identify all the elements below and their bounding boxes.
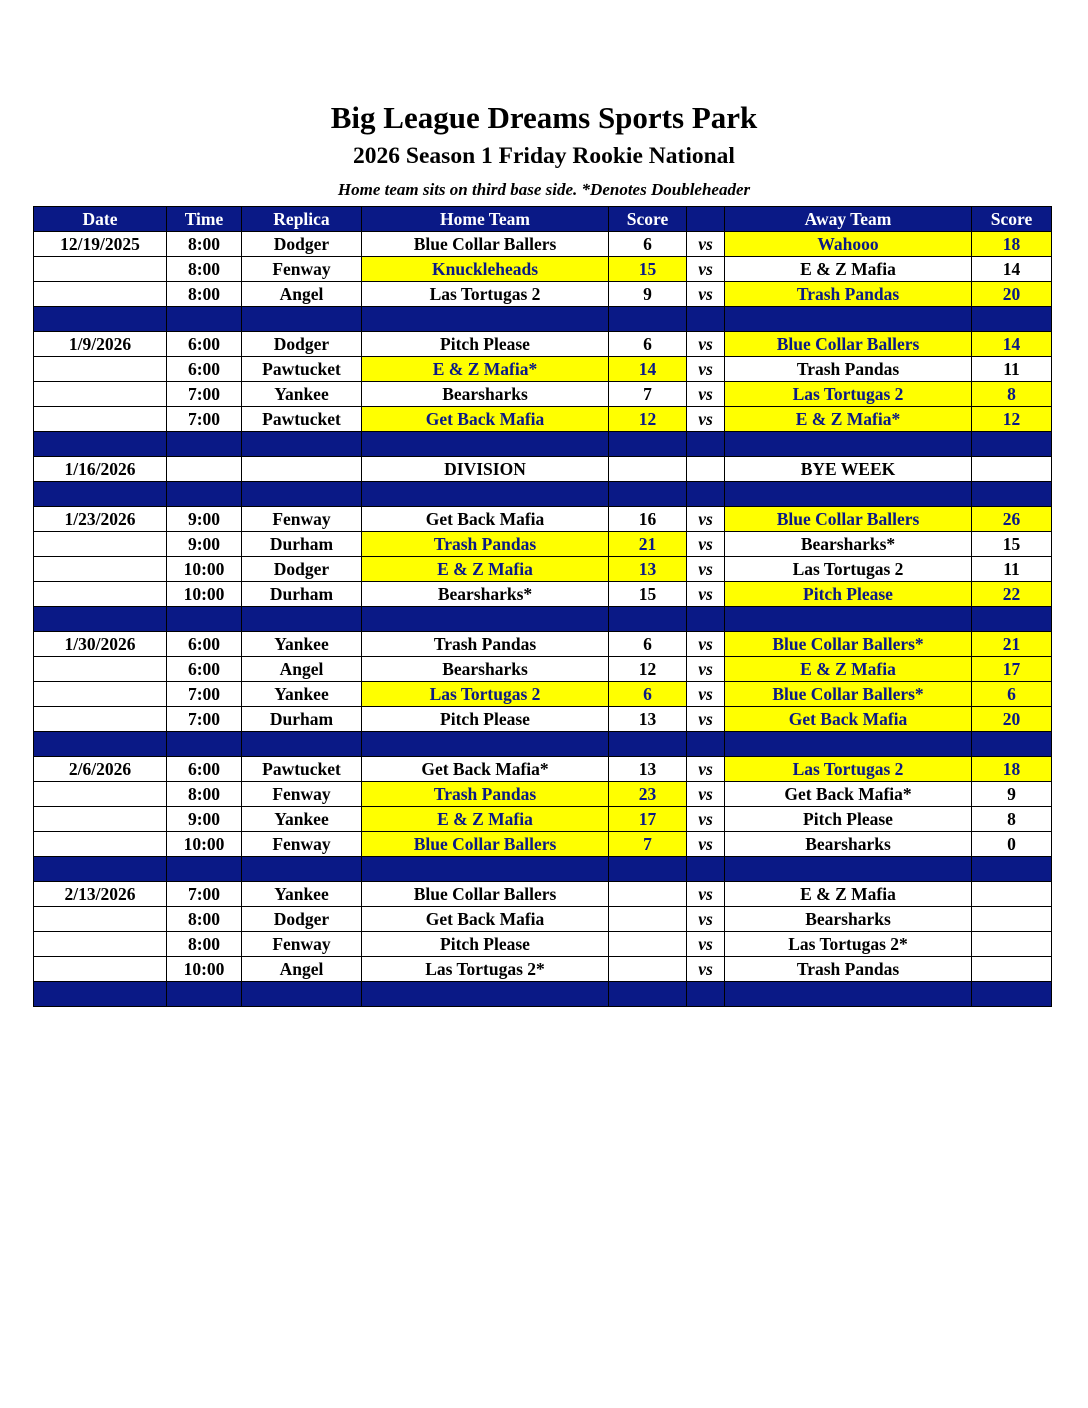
home-team-cell: Pitch Please xyxy=(362,332,609,357)
replica-cell: Pawtucket xyxy=(242,407,362,432)
away-score-cell: 8 xyxy=(972,382,1052,407)
replica-cell: Durham xyxy=(242,582,362,607)
vs-cell: vs xyxy=(687,582,725,607)
date-cell xyxy=(34,807,167,832)
replica-cell: Yankee xyxy=(242,807,362,832)
home-team-cell: Trash Pandas xyxy=(362,782,609,807)
time-cell: 7:00 xyxy=(167,382,242,407)
time-cell: 6:00 xyxy=(167,657,242,682)
separator-cell xyxy=(972,982,1052,1007)
away-team-cell: Las Tortugas 2 xyxy=(725,557,972,582)
time-cell: 7:00 xyxy=(167,407,242,432)
separator-cell xyxy=(362,982,609,1007)
replica-cell: Durham xyxy=(242,707,362,732)
home-team-cell: Las Tortugas 2 xyxy=(362,682,609,707)
away-team-cell: Blue Collar Ballers xyxy=(725,332,972,357)
replica-cell xyxy=(242,457,362,482)
time-cell: 10:00 xyxy=(167,557,242,582)
separator-cell xyxy=(609,982,687,1007)
separator-cell xyxy=(687,982,725,1007)
game-row xyxy=(34,382,1052,407)
date-cell xyxy=(34,657,167,682)
away-team-cell: Get Back Mafia* xyxy=(725,782,972,807)
separator-row xyxy=(34,857,1052,882)
replica-cell: Angel xyxy=(242,282,362,307)
home-score-cell: 7 xyxy=(609,382,687,407)
game-row xyxy=(34,232,1052,257)
separator-row xyxy=(34,482,1052,507)
vs-cell: vs xyxy=(687,407,725,432)
replica-cell: Yankee xyxy=(242,682,362,707)
separator-cell xyxy=(609,307,687,332)
separator-cell xyxy=(362,732,609,757)
schedule-body xyxy=(34,232,1052,1007)
home-score-cell: 9 xyxy=(609,282,687,307)
time-cell: 8:00 xyxy=(167,257,242,282)
separator-cell xyxy=(972,307,1052,332)
home-score-cell: 13 xyxy=(609,757,687,782)
away-team-cell: Las Tortugas 2* xyxy=(725,932,972,957)
away-team-cell: E & Z Mafia xyxy=(725,882,972,907)
replica-cell: Pawtucket xyxy=(242,757,362,782)
time-cell: 6:00 xyxy=(167,357,242,382)
separator-cell xyxy=(725,982,972,1007)
away-score-cell: 0 xyxy=(972,832,1052,857)
home-score-cell: 12 xyxy=(609,407,687,432)
away-team-cell: Wahooo xyxy=(725,232,972,257)
game-row xyxy=(34,257,1052,282)
game-row xyxy=(34,707,1052,732)
away-score-cell: 26 xyxy=(972,507,1052,532)
col-header-home-score: Score xyxy=(609,207,687,232)
separator-cell xyxy=(362,482,609,507)
separator-cell xyxy=(34,482,167,507)
vs-cell: vs xyxy=(687,357,725,382)
separator-cell xyxy=(34,857,167,882)
separator-cell xyxy=(725,732,972,757)
separator-cell xyxy=(609,482,687,507)
schedule-note: Home team sits on third base side. *Denotes Doubleheader xyxy=(337,180,751,199)
home-score-cell xyxy=(609,882,687,907)
header-row xyxy=(34,207,1052,232)
away-team-cell: E & Z Mafia xyxy=(725,657,972,682)
game-row xyxy=(34,557,1052,582)
replica-cell: Durham xyxy=(242,532,362,557)
date-cell: 1/9/2026 xyxy=(34,332,167,357)
game-row xyxy=(34,882,1052,907)
time-cell: 6:00 xyxy=(167,332,242,357)
separator-cell xyxy=(167,982,242,1007)
vs-cell: vs xyxy=(687,532,725,557)
bye-home-cell: DIVISION xyxy=(362,457,609,482)
game-row xyxy=(34,357,1052,382)
away-team-cell: E & Z Mafia xyxy=(725,257,972,282)
home-score-cell xyxy=(609,457,687,482)
game-row xyxy=(34,282,1052,307)
home-team-cell: Pitch Please xyxy=(362,932,609,957)
date-cell xyxy=(34,382,167,407)
bye-row xyxy=(34,457,1052,482)
home-score-cell: 21 xyxy=(609,532,687,557)
date-cell: 12/19/2025 xyxy=(34,232,167,257)
date-cell xyxy=(34,907,167,932)
time-cell: 8:00 xyxy=(167,932,242,957)
time-cell: 10:00 xyxy=(167,957,242,982)
time-cell xyxy=(167,457,242,482)
home-score-cell xyxy=(609,907,687,932)
vs-cell: vs xyxy=(687,707,725,732)
date-cell xyxy=(34,407,167,432)
separator-cell xyxy=(687,857,725,882)
replica-cell: Fenway xyxy=(242,507,362,532)
home-score-cell: 16 xyxy=(609,507,687,532)
separator-cell xyxy=(167,432,242,457)
vs-cell: vs xyxy=(687,382,725,407)
home-score-cell xyxy=(609,957,687,982)
separator-row xyxy=(34,307,1052,332)
away-team-cell: Bearsharks* xyxy=(725,532,972,557)
home-team-cell: Trash Pandas xyxy=(362,632,609,657)
vs-cell: vs xyxy=(687,632,725,657)
separator-cell xyxy=(167,857,242,882)
home-team-cell: Blue Collar Ballers xyxy=(362,832,609,857)
away-score-cell: 9 xyxy=(972,782,1052,807)
home-score-cell: 6 xyxy=(609,682,687,707)
replica-cell: Angel xyxy=(242,957,362,982)
vs-cell: vs xyxy=(687,757,725,782)
away-team-cell: Bearsharks xyxy=(725,907,972,932)
game-row xyxy=(34,907,1052,932)
game-row xyxy=(34,407,1052,432)
separator-cell xyxy=(242,432,362,457)
date-cell: 1/23/2026 xyxy=(34,507,167,532)
away-score-cell: 15 xyxy=(972,532,1052,557)
separator-cell xyxy=(687,307,725,332)
away-team-cell: E & Z Mafia* xyxy=(725,407,972,432)
separator-cell xyxy=(687,607,725,632)
separator-cell xyxy=(242,482,362,507)
away-team-cell: Trash Pandas xyxy=(725,957,972,982)
separator-cell xyxy=(725,607,972,632)
separator-cell xyxy=(687,732,725,757)
date-cell xyxy=(34,832,167,857)
schedule-table xyxy=(33,206,1052,1007)
separator-cell xyxy=(972,482,1052,507)
game-row xyxy=(34,832,1052,857)
away-team-cell: Trash Pandas xyxy=(725,282,972,307)
time-cell: 10:00 xyxy=(167,582,242,607)
separator-cell xyxy=(34,982,167,1007)
replica-cell: Dodger xyxy=(242,332,362,357)
separator-cell xyxy=(362,857,609,882)
date-cell xyxy=(34,282,167,307)
separator-cell xyxy=(725,307,972,332)
home-score-cell: 6 xyxy=(609,232,687,257)
time-cell: 9:00 xyxy=(167,507,242,532)
game-row xyxy=(34,757,1052,782)
time-cell: 6:00 xyxy=(167,632,242,657)
home-team-cell: E & Z Mafia* xyxy=(362,357,609,382)
separator-cell xyxy=(34,607,167,632)
home-team-cell: Get Back Mafia xyxy=(362,407,609,432)
separator-row xyxy=(34,982,1052,1007)
date-cell: 2/6/2026 xyxy=(34,757,167,782)
replica-cell: Dodger xyxy=(242,232,362,257)
separator-cell xyxy=(362,432,609,457)
away-score-cell xyxy=(972,882,1052,907)
time-cell: 6:00 xyxy=(167,757,242,782)
home-score-cell: 14 xyxy=(609,357,687,382)
time-cell: 9:00 xyxy=(167,532,242,557)
separator-cell xyxy=(972,607,1052,632)
separator-cell xyxy=(34,432,167,457)
game-row xyxy=(34,632,1052,657)
vs-cell: vs xyxy=(687,657,725,682)
col-header-away-score: Score xyxy=(972,207,1052,232)
time-cell: 9:00 xyxy=(167,807,242,832)
away-team-cell: Las Tortugas 2 xyxy=(725,757,972,782)
home-team-cell: E & Z Mafia xyxy=(362,557,609,582)
separator-cell xyxy=(725,857,972,882)
separator-cell xyxy=(609,432,687,457)
page-subtitle: 2026 Season 1 Friday Rookie National xyxy=(353,143,735,169)
home-team-cell: Get Back Mafia xyxy=(362,907,609,932)
col-header-vs xyxy=(687,207,725,232)
away-team-cell: Las Tortugas 2 xyxy=(725,382,972,407)
home-team-cell: Blue Collar Ballers xyxy=(362,882,609,907)
bye-away-cell: BYE WEEK xyxy=(725,457,972,482)
separator-cell xyxy=(242,857,362,882)
away-score-cell xyxy=(972,907,1052,932)
replica-cell: Dodger xyxy=(242,907,362,932)
away-team-cell: Pitch Please xyxy=(725,582,972,607)
separator-cell xyxy=(609,857,687,882)
separator-cell xyxy=(687,432,725,457)
date-cell xyxy=(34,357,167,382)
separator-cell xyxy=(972,432,1052,457)
away-score-cell: 11 xyxy=(972,557,1052,582)
replica-cell: Fenway xyxy=(242,257,362,282)
game-row xyxy=(34,807,1052,832)
separator-cell xyxy=(972,857,1052,882)
separator-cell xyxy=(242,982,362,1007)
separator-cell xyxy=(687,482,725,507)
away-score-cell: 8 xyxy=(972,807,1052,832)
time-cell: 7:00 xyxy=(167,707,242,732)
vs-cell: vs xyxy=(687,782,725,807)
time-cell: 7:00 xyxy=(167,882,242,907)
home-team-cell: Trash Pandas xyxy=(362,532,609,557)
date-cell: 1/16/2026 xyxy=(34,457,167,482)
date-cell xyxy=(34,957,167,982)
away-team-cell: Get Back Mafia xyxy=(725,707,972,732)
home-score-cell: 15 xyxy=(609,257,687,282)
date-cell xyxy=(34,707,167,732)
home-score-cell: 6 xyxy=(609,332,687,357)
away-team-cell: Blue Collar Ballers xyxy=(725,507,972,532)
home-score-cell: 6 xyxy=(609,632,687,657)
col-header-replica: Replica xyxy=(242,207,362,232)
separator-cell xyxy=(362,307,609,332)
away-score-cell xyxy=(972,457,1052,482)
page-title: Big League Dreams Sports Park xyxy=(330,100,758,135)
home-team-cell: Get Back Mafia xyxy=(362,507,609,532)
separator-cell xyxy=(972,732,1052,757)
away-score-cell: 20 xyxy=(972,282,1052,307)
date-cell xyxy=(34,557,167,582)
time-cell: 8:00 xyxy=(167,782,242,807)
replica-cell: Fenway xyxy=(242,932,362,957)
vs-cell: vs xyxy=(687,882,725,907)
col-header-time: Time xyxy=(167,207,242,232)
separator-cell xyxy=(34,732,167,757)
replica-cell: Dodger xyxy=(242,557,362,582)
separator-cell xyxy=(725,432,972,457)
game-row xyxy=(34,332,1052,357)
vs-cell: vs xyxy=(687,807,725,832)
home-score-cell: 17 xyxy=(609,807,687,832)
away-score-cell: 22 xyxy=(972,582,1052,607)
date-cell xyxy=(34,257,167,282)
date-cell xyxy=(34,532,167,557)
time-cell: 8:00 xyxy=(167,907,242,932)
away-score-cell: 14 xyxy=(972,332,1052,357)
away-team-cell: Pitch Please xyxy=(725,807,972,832)
game-row xyxy=(34,682,1052,707)
home-score-cell: 23 xyxy=(609,782,687,807)
away-score-cell xyxy=(972,932,1052,957)
away-score-cell: 21 xyxy=(972,632,1052,657)
separator-row xyxy=(34,432,1052,457)
away-score-cell: 20 xyxy=(972,707,1052,732)
date-cell xyxy=(34,782,167,807)
home-team-cell: Las Tortugas 2 xyxy=(362,282,609,307)
vs-cell: vs xyxy=(687,557,725,582)
game-row xyxy=(34,782,1052,807)
date-cell: 1/30/2026 xyxy=(34,632,167,657)
replica-cell: Yankee xyxy=(242,882,362,907)
separator-row xyxy=(34,607,1052,632)
time-cell: 8:00 xyxy=(167,232,242,257)
home-score-cell: 13 xyxy=(609,707,687,732)
date-cell: 2/13/2026 xyxy=(34,882,167,907)
home-team-cell: Blue Collar Ballers xyxy=(362,232,609,257)
game-row xyxy=(34,507,1052,532)
home-score-cell: 7 xyxy=(609,832,687,857)
home-team-cell: Knuckleheads xyxy=(362,257,609,282)
separator-cell xyxy=(167,482,242,507)
home-score-cell: 13 xyxy=(609,557,687,582)
replica-cell: Yankee xyxy=(242,382,362,407)
col-header-away-team: Away Team xyxy=(725,207,972,232)
separator-cell xyxy=(242,607,362,632)
date-cell xyxy=(34,932,167,957)
separator-cell xyxy=(242,307,362,332)
away-team-cell: Blue Collar Ballers* xyxy=(725,632,972,657)
away-score-cell: 14 xyxy=(972,257,1052,282)
time-cell: 8:00 xyxy=(167,282,242,307)
col-header-home-team: Home Team xyxy=(362,207,609,232)
vs-cell: vs xyxy=(687,832,725,857)
home-team-cell: Get Back Mafia* xyxy=(362,757,609,782)
home-team-cell: E & Z Mafia xyxy=(362,807,609,832)
home-score-cell: 12 xyxy=(609,657,687,682)
game-row xyxy=(34,957,1052,982)
vs-cell: vs xyxy=(687,232,725,257)
vs-cell: vs xyxy=(687,507,725,532)
col-header-date: Date xyxy=(34,207,167,232)
away-team-cell: Bearsharks xyxy=(725,832,972,857)
replica-cell: Fenway xyxy=(242,782,362,807)
game-row xyxy=(34,532,1052,557)
away-score-cell: 12 xyxy=(972,407,1052,432)
vs-cell: vs xyxy=(687,932,725,957)
vs-cell: vs xyxy=(687,257,725,282)
separator-cell xyxy=(242,732,362,757)
away-score-cell: 18 xyxy=(972,232,1052,257)
vs-cell xyxy=(687,457,725,482)
replica-cell: Angel xyxy=(242,657,362,682)
date-cell xyxy=(34,682,167,707)
vs-cell: vs xyxy=(687,332,725,357)
away-score-cell: 6 xyxy=(972,682,1052,707)
game-row xyxy=(34,932,1052,957)
away-score-cell: 18 xyxy=(972,757,1052,782)
home-team-cell: Bearsharks xyxy=(362,382,609,407)
date-cell xyxy=(34,582,167,607)
away-team-cell: Blue Collar Ballers* xyxy=(725,682,972,707)
replica-cell: Yankee xyxy=(242,632,362,657)
home-score-cell xyxy=(609,932,687,957)
replica-cell: Fenway xyxy=(242,832,362,857)
time-cell: 7:00 xyxy=(167,682,242,707)
time-cell: 10:00 xyxy=(167,832,242,857)
vs-cell: vs xyxy=(687,282,725,307)
separator-row xyxy=(34,732,1052,757)
away-score-cell: 11 xyxy=(972,357,1052,382)
away-score-cell: 17 xyxy=(972,657,1052,682)
separator-cell xyxy=(167,607,242,632)
home-team-cell: Bearsharks* xyxy=(362,582,609,607)
separator-cell xyxy=(725,482,972,507)
home-score-cell: 15 xyxy=(609,582,687,607)
vs-cell: vs xyxy=(687,957,725,982)
separator-cell xyxy=(167,732,242,757)
separator-cell xyxy=(167,307,242,332)
vs-cell: vs xyxy=(687,682,725,707)
replica-cell: Pawtucket xyxy=(242,357,362,382)
vs-cell: vs xyxy=(687,907,725,932)
separator-cell xyxy=(609,607,687,632)
away-score-cell xyxy=(972,957,1052,982)
home-team-cell: Pitch Please xyxy=(362,707,609,732)
away-team-cell: Trash Pandas xyxy=(725,357,972,382)
separator-cell xyxy=(609,732,687,757)
home-team-cell: Las Tortugas 2* xyxy=(362,957,609,982)
separator-cell xyxy=(362,607,609,632)
home-team-cell: Bearsharks xyxy=(362,657,609,682)
separator-cell xyxy=(34,307,167,332)
game-row xyxy=(34,582,1052,607)
game-row xyxy=(34,657,1052,682)
